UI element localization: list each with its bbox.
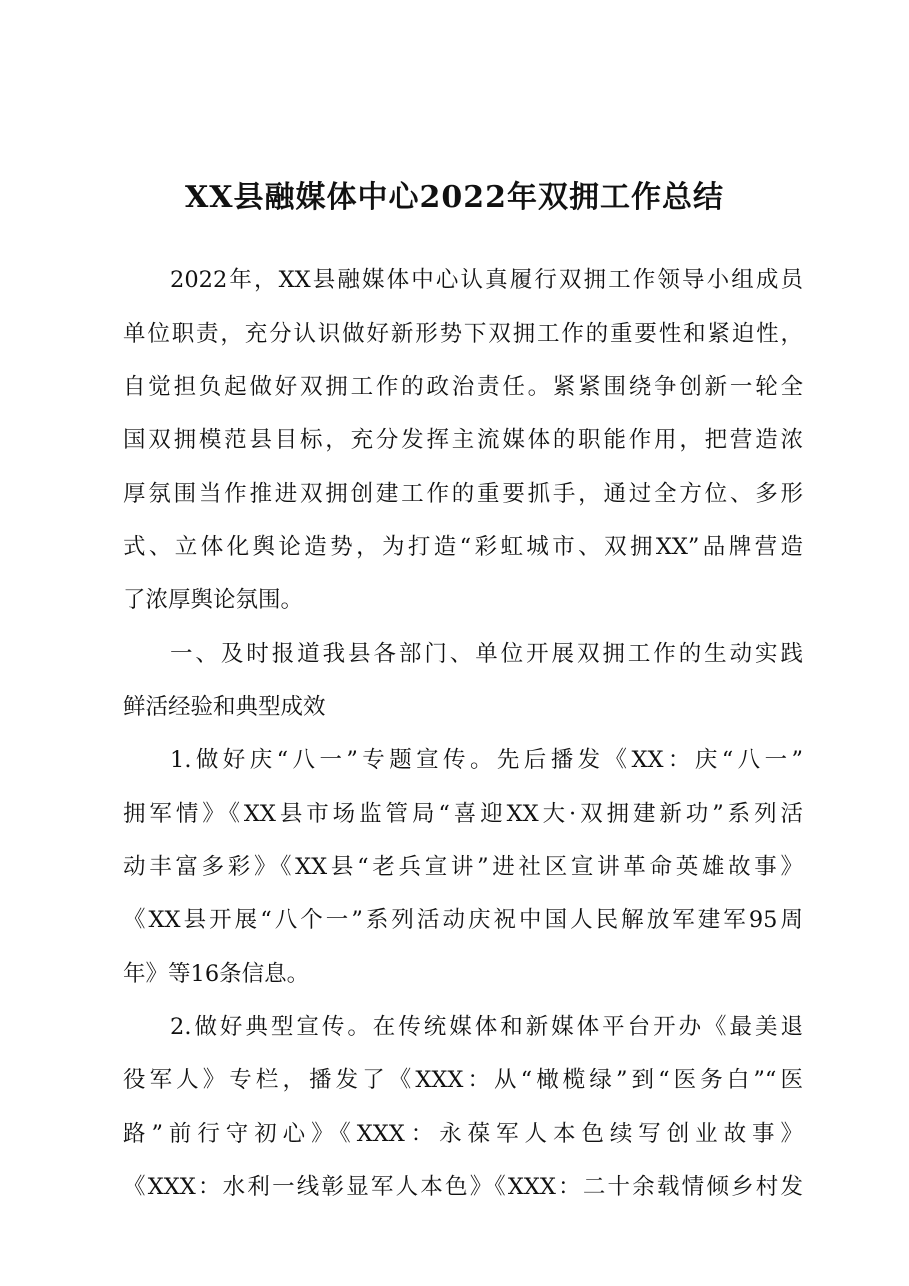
paragraph-4-line-1: 2.做好典型宣传。在传统媒体和新媒体平台开办《最美退: [170, 1014, 803, 1040]
paragraph-4-line-3: 路”前行守初心》《XXX：永葆军人本色续写创业故事》: [123, 1121, 803, 1147]
paragraph-3-line-3: 动丰富多彩》《XX县“老兵宣讲”进社区宣讲革命英雄故事》: [123, 854, 803, 880]
paragraph-1-line-3: 自觉担负起做好双拥工作的政治责任。紧紧围绕争创新一轮全: [123, 374, 803, 400]
paragraph-4-line-4: 《XXX：水利一线彰显军人本色》《XXX：二十余载情倾乡村发: [123, 1174, 803, 1200]
paragraph-1-line-2: 单位职责，充分认识做好新形势下双拥工作的重要性和紧迫性，: [123, 321, 803, 347]
paragraph-3-line-4: 《XX县开展“八个一”系列活动庆祝中国人民解放军建军95周: [123, 907, 803, 933]
section-1-heading-line-2: 鲜活经验和典型成效: [123, 694, 326, 720]
paragraph-1-line-4: 国双拥模范县目标，充分发挥主流媒体的职能作用，把营造浓: [123, 427, 803, 453]
section-1-heading-line-1: 一、及时报道我县各部门、单位开展双拥工作的生动实践: [170, 641, 803, 667]
paragraph-3-line-5: 年》等16条信息。: [123, 961, 310, 987]
paragraph-3-line-1: 1.做好庆“八一”专题宣传。先后播发《XX：庆“八一”: [170, 747, 803, 773]
paragraph-1-line-1: 2022年，XX县融媒体中心认真履行双拥工作领导小组成员: [170, 267, 803, 293]
paragraph-1-line-7: 了浓厚舆论氛围。: [123, 587, 304, 613]
paragraph-3-line-2: 拥军情》《XX县市场监管局“喜迎XX大·双拥建新功”系列活: [123, 801, 803, 827]
paragraph-1-line-5: 厚氛围当作推进双拥创建工作的重要抓手，通过全方位、多形: [123, 481, 803, 507]
paragraph-1-line-6: 式、立体化舆论造势，为打造“彩虹城市、双拥XX”品牌营造: [123, 534, 803, 560]
paragraph-4-line-2: 役军人》专栏，播发了《XXX：从“橄榄绿”到“医务白”“医: [123, 1067, 803, 1093]
document-title: XX县融媒体中心2022年双拥工作总结: [184, 180, 725, 215]
